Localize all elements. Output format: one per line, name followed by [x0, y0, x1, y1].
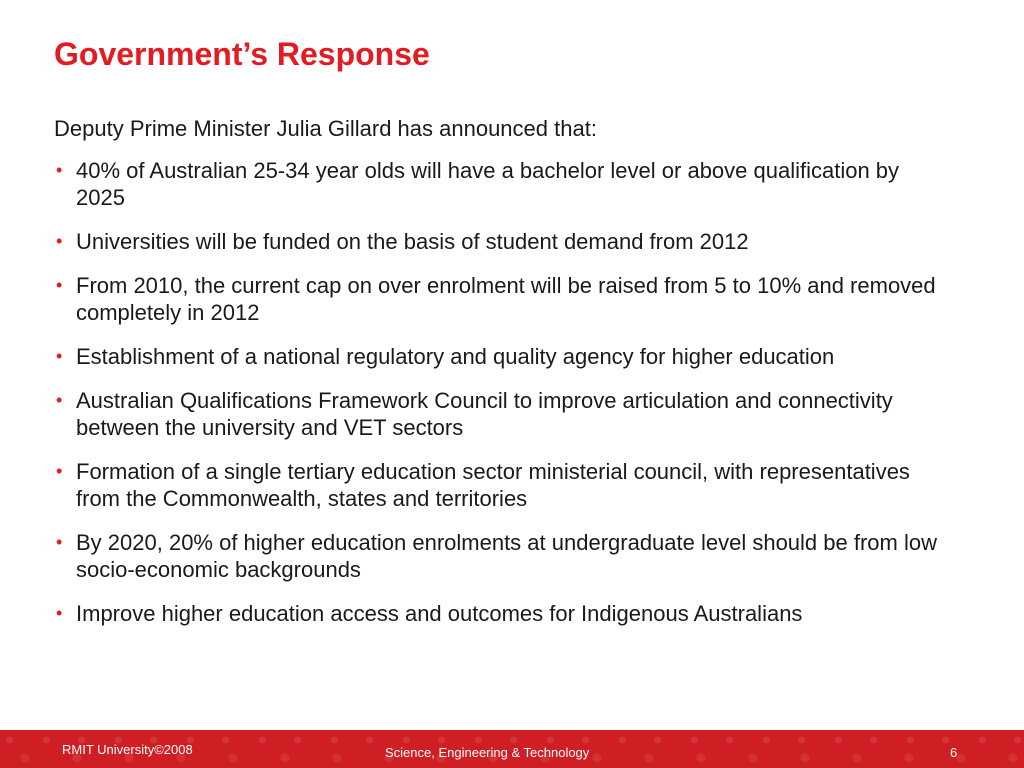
bullet-item — [54, 228, 954, 255]
bullet-icon: • — [56, 390, 63, 410]
slide-content — [54, 115, 954, 644]
bullet-icon: • — [56, 532, 63, 552]
bullet-icon: • — [56, 231, 63, 251]
bullet-list — [54, 157, 954, 627]
footer-department: Science, Engineering & Technology — [385, 745, 590, 760]
bullet-icon: • — [56, 461, 63, 481]
bullet-text: Formation of a single tertiary education sector ministerial council, with representatives from the Commonwealth, states and territories — [76, 459, 910, 511]
bullet-icon: • — [56, 160, 63, 180]
bullet-item — [54, 600, 954, 627]
bullet-text: Improve higher education access and outcomes for Indigenous Australians — [76, 601, 803, 626]
bullet-text: By 2020, 20% of higher education enrolments at undergraduate level should be from low socio-economic backgrounds — [76, 530, 937, 582]
bullet-text: From 2010, the current cap on over enrolment will be raised from 5 to 10% and removed completely in 2012 — [76, 273, 936, 325]
slide-title: Government’s Response — [54, 36, 430, 72]
intro-text: Deputy Prime Minister Julia Gillard has announced that: — [54, 116, 597, 141]
footer-copyright: RMIT University©2008 — [62, 742, 193, 757]
bullet-icon: • — [56, 275, 63, 295]
bullet-icon: • — [56, 603, 63, 623]
bullet-icon: • — [56, 346, 63, 366]
bullet-text: Australian Qualifications Framework Council to improve articulation and connectivity between the university and VET sectors — [76, 388, 893, 440]
bullet-item — [54, 529, 954, 583]
bullet-item — [54, 387, 954, 441]
bullet-text: Universities will be funded on the basis of student demand from 2012 — [76, 229, 749, 254]
bullet-item — [54, 157, 954, 211]
page-number: 6 — [950, 745, 958, 760]
bullet-item — [54, 343, 954, 370]
bullet-item — [54, 458, 954, 512]
bullet-text: 40% of Australian 25-34 year olds will have a bachelor level or above qualification by 2025 — [76, 158, 900, 210]
bullet-text: Establishment of a national regulatory and quality agency for higher education — [76, 344, 835, 369]
footer-bar — [0, 730, 1024, 768]
bullet-item — [54, 272, 954, 326]
